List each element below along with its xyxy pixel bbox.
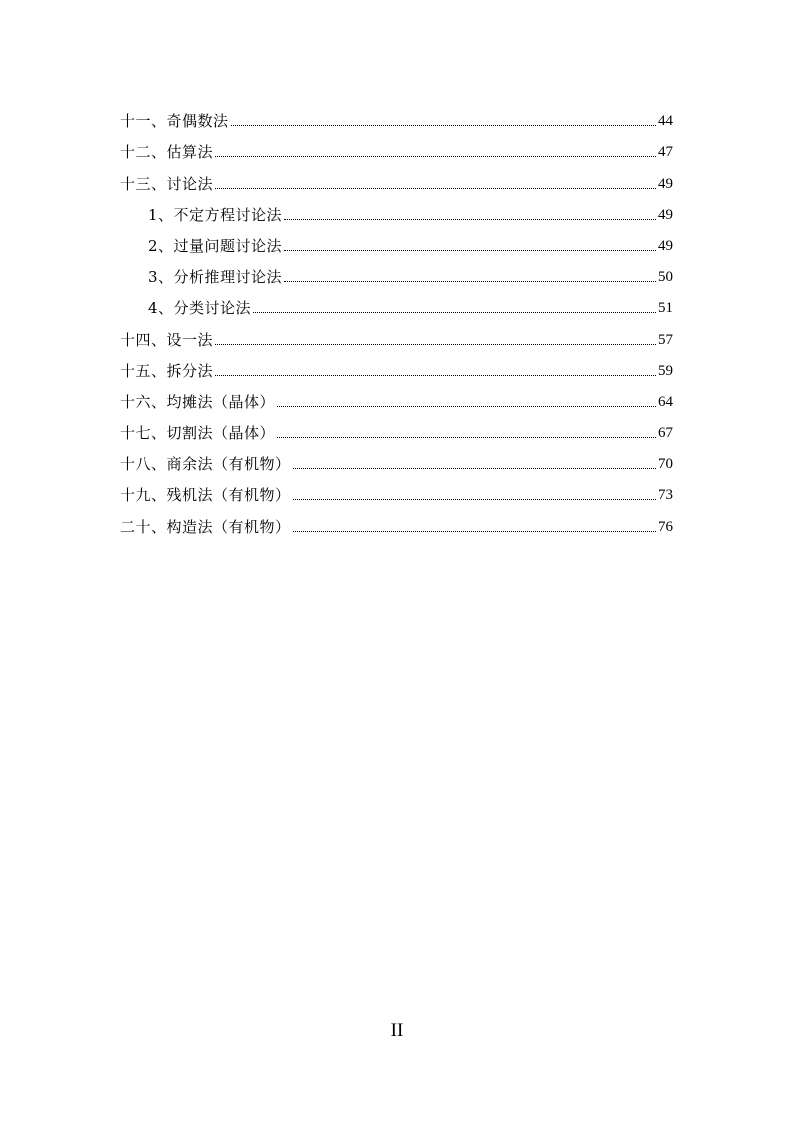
toc-entry-title: 二十、构造法（有机物）	[120, 517, 291, 536]
toc-leader-dots	[253, 312, 656, 313]
toc-entry-title: 十一、奇偶数法	[120, 112, 229, 131]
toc-subentry-title: 4、分类讨论法	[148, 299, 252, 318]
toc-leader-dots	[293, 499, 656, 500]
toc-entry[interactable]	[120, 100, 673, 131]
toc-subentry[interactable]	[120, 287, 673, 318]
toc-leader-dots	[231, 125, 656, 126]
toc-leader-dots	[277, 406, 656, 407]
toc-leader-dots	[293, 531, 656, 532]
toc-leader-dots	[215, 188, 656, 189]
toc-subentry[interactable]	[120, 256, 673, 287]
toc-entry[interactable]	[120, 505, 673, 536]
toc-leader-dots	[215, 375, 656, 376]
toc-entry-title: 十二、估算法	[120, 143, 214, 162]
toc-entry-title: 十三、讨论法	[120, 174, 214, 193]
toc-subentry-page: 49	[658, 237, 673, 254]
toc-entry[interactable]	[120, 474, 673, 505]
toc-leader-dots	[277, 437, 656, 438]
toc-entry-page: 76	[658, 518, 673, 535]
toc-entry[interactable]	[120, 318, 673, 349]
toc-entry-title: 十七、切割法（晶体）	[120, 424, 276, 443]
toc-subentry[interactable]	[120, 194, 673, 225]
toc-subentry-page: 51	[658, 300, 673, 317]
page-number: II	[390, 1020, 404, 1041]
toc-leader-dots	[284, 281, 656, 282]
toc-entry[interactable]	[120, 162, 673, 193]
toc-leader-dots	[293, 468, 656, 469]
toc-entry[interactable]	[120, 443, 673, 474]
toc-leader-dots	[215, 344, 656, 345]
toc-subentry-title: 2、过量问题讨论法	[148, 236, 283, 255]
toc-entry-page: 47	[658, 144, 673, 161]
toc-entry-page: 73	[658, 487, 673, 504]
toc-entry-page: 59	[658, 362, 673, 379]
toc-leader-dots	[284, 219, 656, 220]
toc-entry[interactable]	[120, 412, 673, 443]
toc-subentry-title: 1、不定方程讨论法	[148, 205, 283, 224]
toc-entry-page: 44	[658, 113, 673, 130]
toc-subentry-page: 50	[658, 269, 673, 286]
toc-entry-page: 64	[658, 393, 673, 410]
toc-entry-page: 49	[658, 175, 673, 192]
toc-leader-dots	[284, 250, 656, 251]
toc-entry[interactable]	[120, 381, 673, 412]
toc-entry-page: 70	[658, 456, 673, 473]
toc-entry-title: 十四、设一法	[120, 330, 214, 349]
toc-entry-title: 十五、拆分法	[120, 361, 214, 380]
toc-subentry[interactable]	[120, 225, 673, 256]
toc-entry-title: 十六、均摊法（晶体）	[120, 392, 276, 411]
toc-leader-dots	[215, 156, 656, 157]
table-of-contents	[120, 100, 673, 537]
toc-entry-title: 十八、商余法（有机物）	[120, 455, 291, 474]
toc-subentry-page: 49	[658, 206, 673, 223]
toc-entry-title: 十九、残机法（有机物）	[120, 486, 291, 505]
toc-entry-page: 67	[658, 425, 673, 442]
toc-entry-page: 57	[658, 331, 673, 348]
toc-entry[interactable]	[120, 131, 673, 162]
toc-subentry-title: 3、分析推理讨论法	[148, 268, 283, 287]
toc-entry[interactable]	[120, 350, 673, 381]
